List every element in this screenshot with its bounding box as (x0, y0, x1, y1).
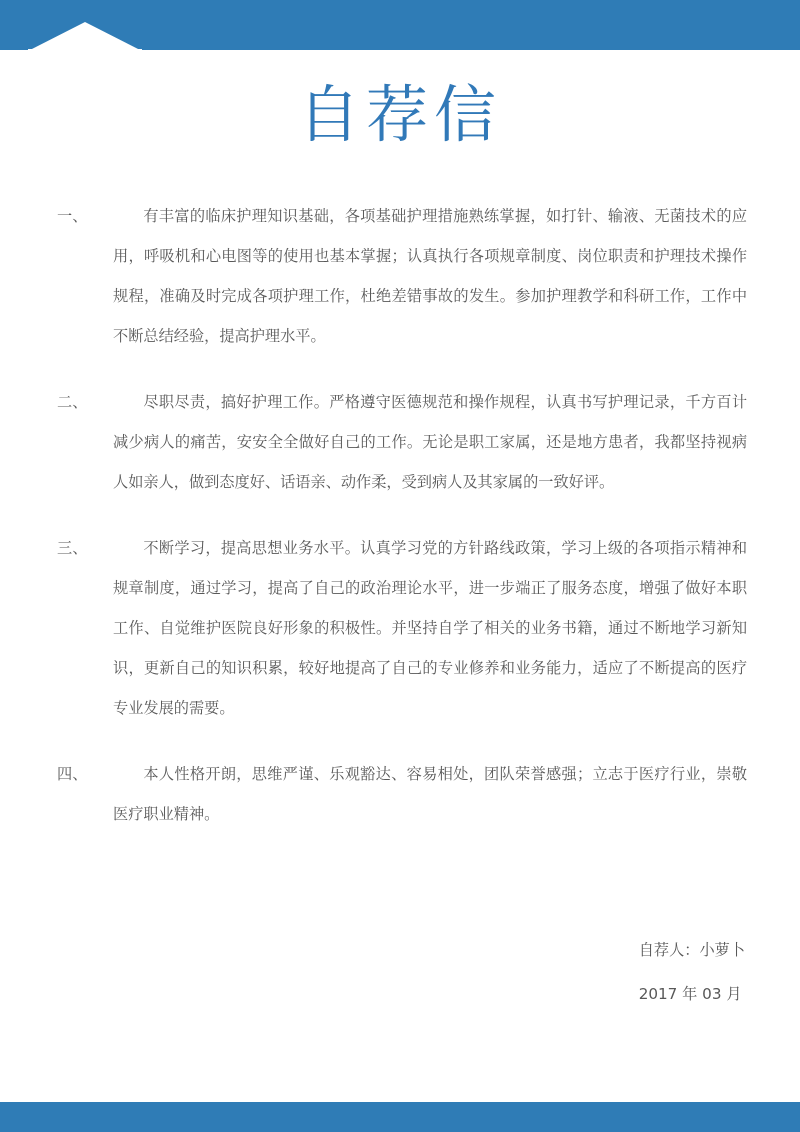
header-triangle-notch (28, 22, 142, 51)
signature-block (639, 928, 745, 1016)
header-banner (0, 0, 800, 50)
letter-paragraph (57, 196, 747, 356)
paragraph-text: 尽职尽责，搞好护理工作。严格遵守医德规范和操作规程，认真书写护理记录，千方百计减少病人的痛苦，安安全全做好自己的工作。无论是职工家属，还是地方患者，我都坚持视病人如亲人，做到态度好、话语亲、动作柔，受到病人及其家属的一致好评。 (113, 393, 747, 491)
letter-paragraph (57, 754, 747, 834)
paragraph-marker: 一、 (57, 207, 88, 225)
signature-author: 自荐人：小萝卜 (638, 941, 745, 959)
letter-body (57, 196, 747, 834)
signature-date: 2017 年 03 月 (638, 985, 742, 1003)
paragraph-marker: 二、 (57, 393, 88, 411)
footer-banner (0, 1102, 800, 1132)
paragraph-text: 有丰富的临床护理知识基础，各项基础护理措施熟练掌握，如打针、输液、无菌技术的应用，呼吸机和心电图等的使用也基本掌握；认真执行各项规章制度、岗位职责和护理技术操作规程，准确及时完成各项护理工作，杜绝差错事故的发生。参加护理教学和科研工作，工作中不断总结经验，提高护理水平。 (113, 207, 747, 345)
header-notch-base (28, 49, 142, 51)
paragraph-text: 本人性格开朗，思维严谨、乐观豁达、容易相处，团队荣誉感强；立志于医疗行业，崇敬医疗职业精神。 (113, 765, 747, 823)
letter-paragraph (57, 382, 747, 502)
paragraph-marker: 四、 (57, 765, 88, 783)
paragraph-marker: 三、 (57, 539, 88, 557)
page-title: 自荐信 (297, 78, 502, 151)
letter-paragraph (57, 528, 747, 728)
paragraph-text: 不断学习，提高思想业务水平。认真学习党的方针路线政策，学习上级的各项指示精神和规章制度，通过学习，提高了自己的政治理论水平，进一步端正了服务态度，增强了做好本职工作、自觉维护医院良好形象的积极性。并坚持自学了相关的业务书籍，通过不断地学习新知识，更新自己的知识积累，较好地提高了自己的专业修养和业务能力，适应了不断提高的医疗专业发展的需要。 (113, 539, 747, 717)
